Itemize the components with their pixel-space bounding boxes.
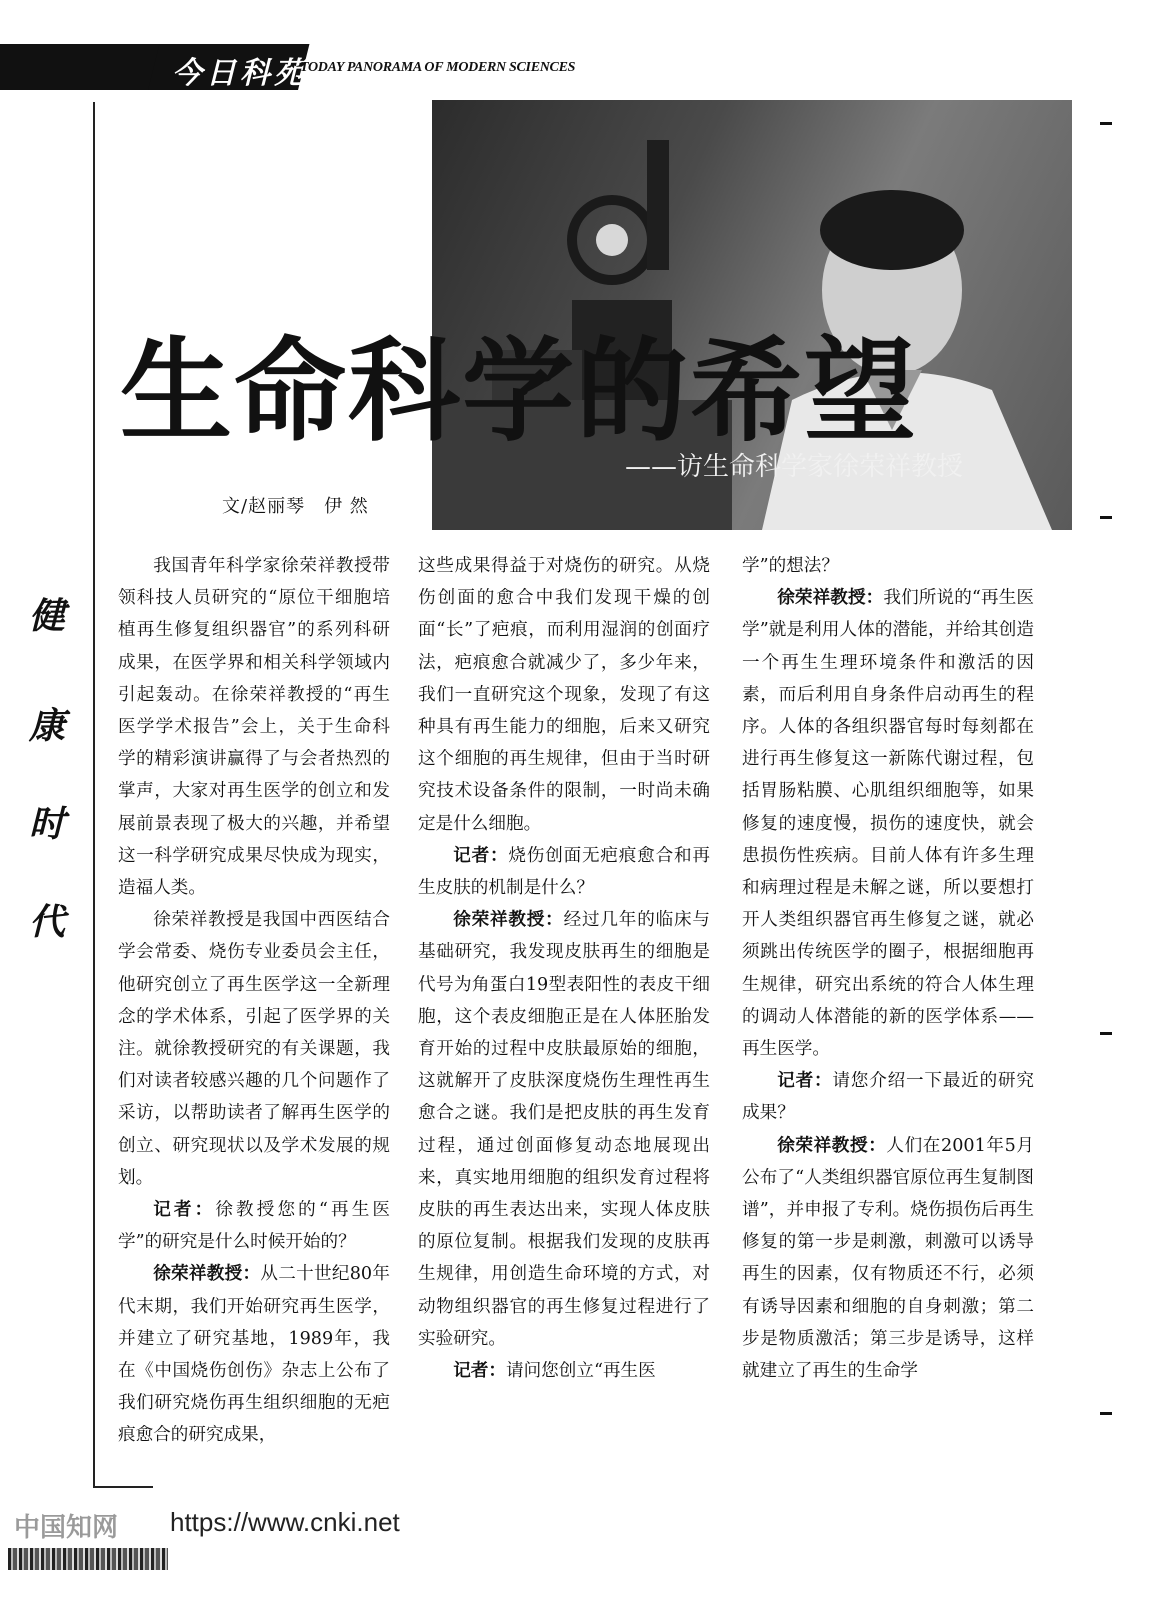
paragraph: 记者：请问您创立“再生医 xyxy=(453,1360,656,1382)
margin-mark xyxy=(1100,1032,1112,1035)
paragraph: 记者：请您介绍一下最近的研究成果？ xyxy=(742,1070,1034,1124)
column-2 xyxy=(418,550,710,1387)
paragraph: 徐荣祥教授：从二十世纪80年代末期，我们开始研究再生医学，并建立了研究基地，1989年，我在《中国烧伤创伤》杂志上公布了我们研究烧伤再生组织细胞的无疤痕愈合的研究成果， xyxy=(118,1263,390,1446)
side-label-char: 康 xyxy=(28,706,65,747)
margin-mark xyxy=(1100,122,1112,125)
paragraph: 我国青年科学家徐荣祥教授带领科技人员研究的“原位干细胞培植再生修复组织器官”的系列科研成果，在医学界和相关科学领域内引起轰动。在徐荣祥教授的“再生医学学术报告”会上，关于生命科学的精彩演讲赢得了与会者热烈的掌声，大家对再生医学的创立和发展前景表现了极大的兴趣，并希望这一科学研究成果尽快成为现实，造福人类。 xyxy=(118,556,390,899)
paragraph: 徐荣祥教授是我国中西医结合学会常委、烧伤专业委员会主任，他研究创立了再生医学这一全新理念的学术体系，引起了医学界的关注。就徐教授研究的有关课题，我们对读者较感兴趣的几个问题作了采访，以帮助读者了解再生医学的创立、研究现状以及学术发展的规划。 xyxy=(118,910,390,1188)
article-title: 生命科学的希望 xyxy=(120,327,918,457)
margin-mark xyxy=(1100,1412,1112,1415)
paragraph: 徐荣祥教授：人们在2001年5月公布了“人类组织器官原位再生复制图谱”，并申报了专利。烧伤损伤后再生修复的第一步是刺激，刺激可以诱导再生的因素，仅有物质还不行，必须有诱导因素和细胞的自身刺激；第二步是物质激活；第三步是诱导，这样就建立了再生的生命学 xyxy=(742,1134,1034,1382)
side-label-char: 时 xyxy=(28,804,65,845)
left-vertical-rule xyxy=(93,102,95,1488)
side-label-char: 健 xyxy=(28,596,65,637)
cnki-url[interactable]: https://www.cnki.net xyxy=(170,1507,400,1537)
header-banner xyxy=(0,44,160,90)
section-subtitle: TODAY PANORAMA OF MODERN SCIENCES xyxy=(300,60,576,75)
paragraph: 徐荣祥教授：经过几年的临床与基础研究，我发现皮肤再生的细胞是代号为角蛋白19型表阳性的表皮干细胞，这个表皮细胞正是在人体胚胎发育开始的过程中皮肤最原始的细胞，这就解开了皮肤深度烧伤生理性再生愈合之谜。我们是把皮肤的再生发育过程，通过创面修复动态地展现出来，真实地用细胞的组织发育过程将皮肤的再生表达出来，实现人体皮肤的原位复制。根据我们发现的皮肤再生规律，用创造生命环境的方式，对动物组织器官的再生修复过程进行了实验研究。 xyxy=(418,909,710,1349)
scan-noise xyxy=(8,1548,168,1570)
side-label-char: 代 xyxy=(28,902,65,943)
column-1 xyxy=(118,550,390,1452)
bottom-rule xyxy=(93,1486,153,1488)
margin-mark xyxy=(1100,516,1112,519)
article-subtitle: ——访生命科学家徐荣祥教授 xyxy=(625,452,964,482)
paragraph: 学”的想法？ xyxy=(742,556,839,576)
section-title: 今日科苑 xyxy=(172,56,308,91)
paragraph: 徐荣祥教授：我们所说的“再生医学”就是利用人体的潜能，并给其创造一个再生生理环境条件和激活的因素，而后利用自身条件启动再生的程序。人体的各组织器官每时每刻都在进行再生修复这一新陈代谢过程，包括胃肠粘膜、心肌组织细胞等，如果修复的速度慢，损伤的速度快，就会患损伤性疾病。目前人体有许多生理和病理过程是未解之谜，所以要想打开人类组织器官再生修复之谜，就必须跳出传统医学的圈子，根据细胞再生规律，研究出系统的符合人体生理的调动人体潜能的新的医学体系——再生医学。 xyxy=(742,587,1034,1060)
paragraph: 这些成果得益于对烧伤的研究。从烧伤创面的愈合中我们发现干燥的创面“长”了疤痕，而利用湿润的创面疗法，疤痕愈合就减少了，多少年来，我们一直研究这个现象，发现了有这种具有再生能力的细胞，后来又研究这个细胞的再生规律，但由于当时研究技术设备条件的限制，一时尚未确定是什么细胞。 xyxy=(418,556,710,834)
cnki-logo: 中国知网 xyxy=(14,1513,119,1543)
paragraph: 记者：烧伤创面无疤痕愈合和再生皮肤的机制是什么？ xyxy=(418,844,710,899)
paragraph: 记者：徐教授您的“再生医学”的研究是什么时候开始的？ xyxy=(118,1199,390,1253)
byline: 文/赵丽琴 伊 然 xyxy=(222,496,369,517)
column-3 xyxy=(742,550,1034,1387)
